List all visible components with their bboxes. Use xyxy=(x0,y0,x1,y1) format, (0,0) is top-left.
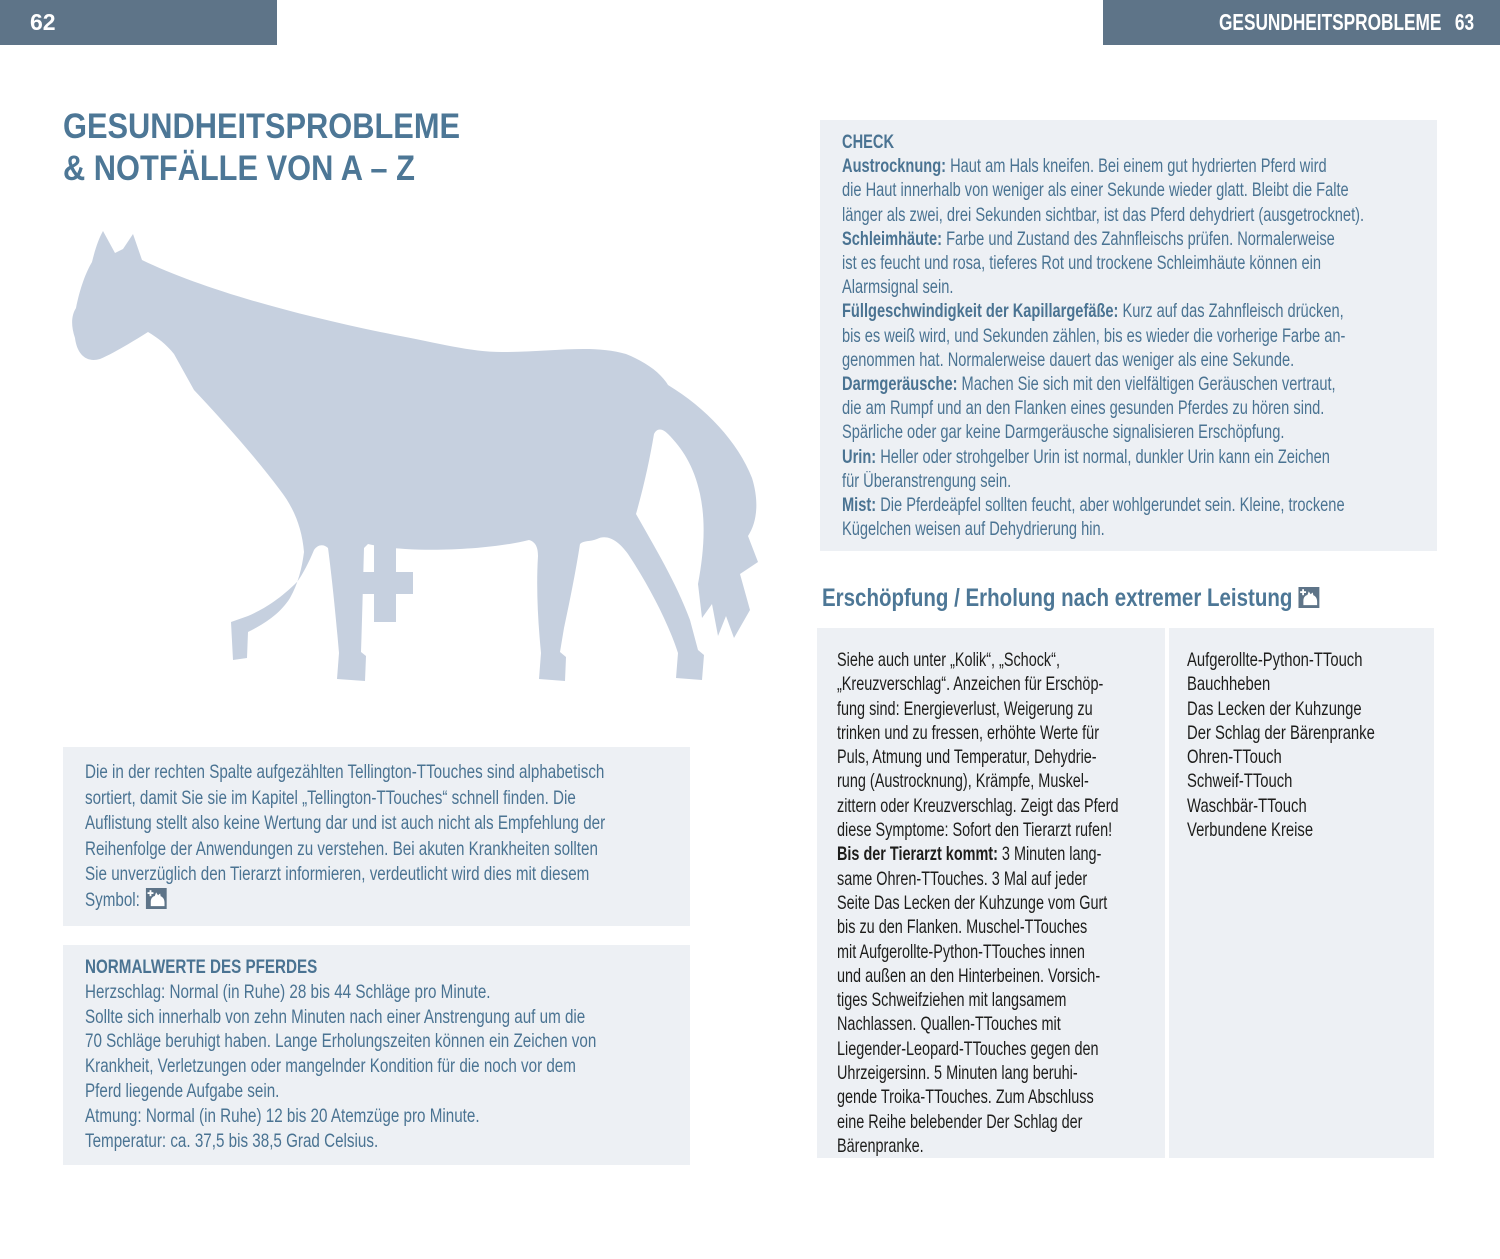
page-header-bar-right xyxy=(1103,0,1500,45)
text-line: tiges Schweifziehen mit langsamem xyxy=(837,989,1067,1012)
text-line: Spärliche oder gar keine Darmgeräusche signalisieren Erschöpfung. xyxy=(842,422,1285,444)
text-line: für Überanstrengung sein. xyxy=(842,470,1012,492)
text-line: Urin: Heller oder strohgelber Urin ist normal, dunkler Urin kann ein Zeichen xyxy=(842,446,1330,468)
text-line: die Haut innerhalb von weniger als einer Sekunde wieder glatt. Bleibt die Falte xyxy=(842,180,1349,202)
text-line: Atmung: Normal (in Ruhe) 12 bis 20 Atemzüge pro Minute. xyxy=(85,1105,480,1127)
text-line: Reihenfolge der Anwendungen zu verstehen. Bei akuten Krankheiten sollten xyxy=(85,838,598,860)
text-line: Alarmsignal sein. xyxy=(842,277,954,299)
text-line: Krankheit, Verletzungen oder mangelnder Kondition für die noch vor dem xyxy=(85,1056,576,1078)
ttouch-list-box xyxy=(1169,628,1434,1158)
text-line: und außen an den Hinterbeinen. Vorsich- xyxy=(837,964,1101,987)
page-number-right: 63 xyxy=(1454,9,1474,35)
text-line: mit Aufgerollte-Python-TTouches innen xyxy=(837,940,1085,963)
text-line: GESUNDHEITSPROBLEME xyxy=(63,107,461,146)
text-line: Herzschlag: Normal (in Ruhe) 28 bis 44 Schläge pro Minute. xyxy=(85,981,491,1003)
text-line: trinken und zu fressen, erhöhte Werte für xyxy=(837,721,1100,744)
text-line: zittern oder Kreuzverschlag. Zeigt das Pferd xyxy=(837,794,1119,817)
text-line: Liegender-Leopard-TTouches gegen den xyxy=(837,1037,1099,1060)
text-line: bis zu den Flanken. Muschel-TTouches xyxy=(837,916,1088,939)
text-line: fung sind: Energieverlust, Weigerung zu xyxy=(837,697,1093,720)
text-line: Waschbär-TTouch xyxy=(1187,794,1307,817)
running-title: GESUNDHEITSPROBLEME xyxy=(1218,9,1442,35)
text-line: Darmgeräusche: Machen Sie sich mit den vielfältigen Geräuschen vertraut, xyxy=(842,374,1336,396)
text-line: & NOTFÄLLE VON A – Z xyxy=(63,149,415,188)
vet-horse-icon xyxy=(1298,587,1319,608)
text-line: 70 Schläge beruhigt haben. Lange Erholungszeiten können ein Zeichen von xyxy=(85,1031,597,1053)
text-line: bis es weiß wird, und Sekunden zählen, bis es wieder die vorherige Farbe an- xyxy=(842,325,1346,347)
page-header-bar-left xyxy=(0,0,277,45)
text-line: Kügelchen weisen auf Dehydrierung hin. xyxy=(842,519,1105,541)
note-box xyxy=(63,747,690,926)
text-line: same Ohren-TTouches. 3 Mal auf jeder xyxy=(837,867,1088,890)
text-line: rung (Austrocknung), Krämpfe, Muskel- xyxy=(837,770,1089,793)
text-line: Pferd liegende Aufgabe sein. xyxy=(85,1080,280,1102)
text-line: Symbol: xyxy=(85,888,551,914)
text-line: Verbundene Kreise xyxy=(1187,819,1314,842)
text-line: Puls, Atmung und Temperatur, Dehydrie- xyxy=(837,746,1097,769)
text-line: diese Symptome: Sofort den Tierarzt rufen! xyxy=(837,819,1113,842)
text-line: Sollte sich innerhalb von zehn Minuten nach einer Anstrengung auf um die xyxy=(85,1006,586,1028)
text-line: Aufgerollte-Python-TTouch xyxy=(1187,649,1363,671)
text-line: Die in der rechten Spalte aufgezählten Tellington-TTouches sind alphabetisch xyxy=(85,762,605,783)
text-line: CHECK xyxy=(842,132,895,153)
normal-values-box xyxy=(63,945,690,1165)
text-line: Schweif-TTouch xyxy=(1187,770,1293,793)
text-line: Austrocknung: Haut am Hals kneifen. Bei einem gut hydrierten Pferd wird xyxy=(842,156,1327,178)
text-line: Füllgeschwindigkeit der Kapillargefäße: Kurz auf das Zahnfleisch drücken, xyxy=(842,301,1344,323)
text-line: eine Reihe belebender Der Schlag der xyxy=(837,1110,1083,1133)
exhaustion-text-box xyxy=(817,628,1165,1158)
exhaustion-section-heading xyxy=(822,582,1424,614)
text-line: sortiert, damit Sie sie im Kapitel „Tellington-TTouches“ schnell finden. Die xyxy=(85,787,576,809)
text-line: Schleimhäute: Farbe und Zustand des Zahnfleischs prüfen. Normalerweise xyxy=(842,228,1335,250)
text-line: gende Troika-TTouches. Zum Abschluss xyxy=(837,1086,1094,1109)
vet-horse-icon xyxy=(146,888,167,909)
page-number-left: 62 xyxy=(30,9,56,35)
text-line: länger als zwei, drei Sekunden sichtbar, ist das Pferd dehydriert (ausgetrocknet). xyxy=(842,204,1365,226)
text-line: Siehe auch unter „Kolik“, „Schock“, xyxy=(837,649,1060,671)
text-line: Mist: Die Pferdeäpfel sollten feucht, aber wohlgerundet sein. Kleine, trockene xyxy=(842,495,1345,517)
text-line: Das Lecken der Kuhzunge xyxy=(1187,697,1362,720)
text-line: Nachlassen. Quallen-TTouches mit xyxy=(837,1013,1061,1036)
text-line: Erschöpfung / Erholung nach extremer Leistung xyxy=(822,582,1315,614)
text-line: Sie unverzüglich den Tierarzt informieren, verdeutlicht wird dies mit diesem xyxy=(85,864,590,886)
text-line: Bauchheben xyxy=(1187,673,1271,696)
text-line: ist es feucht und rosa, tieferes Rot und trockene Schleimhäute können ein xyxy=(842,253,1322,275)
text-line: NORMALWERTE DES PFERDES xyxy=(85,957,318,978)
text-line: Bis der Tierarzt kommt: 3 Minuten lang- xyxy=(837,843,1102,866)
text-line: Uhrzeigersinn. 5 Minuten lang beruhi- xyxy=(837,1062,1078,1085)
text-line: Temperatur: ca. 37,5 bis 38,5 Grad Celsius. xyxy=(85,1130,379,1152)
horse-silhouette xyxy=(70,226,765,696)
page-title xyxy=(63,106,514,190)
check-box xyxy=(820,120,1437,551)
text-line: „Kreuzverschlag“. Anzeichen für Erschöp- xyxy=(837,673,1104,696)
medical-cross-icon xyxy=(357,544,413,622)
text-line: Auflistung stellt also keine Wertung dar und ist auch nicht als Empfehlung der xyxy=(85,813,606,835)
text-line: Bärenpranke. xyxy=(837,1134,924,1157)
running-header xyxy=(1219,9,1474,36)
text-line: Ohren-TTouch xyxy=(1187,746,1282,769)
text-line: genommen hat. Normalerweise dauert das weniger als eine Sekunde. xyxy=(842,349,1295,371)
text-line: Der Schlag der Bärenpranke xyxy=(1187,721,1375,744)
text-line: Seite Das Lecken der Kuhzunge vom Gurt xyxy=(837,891,1108,914)
text-line: die am Rumpf und an den Flanken eines gesunden Pferdes zu hören sind. xyxy=(842,398,1325,420)
